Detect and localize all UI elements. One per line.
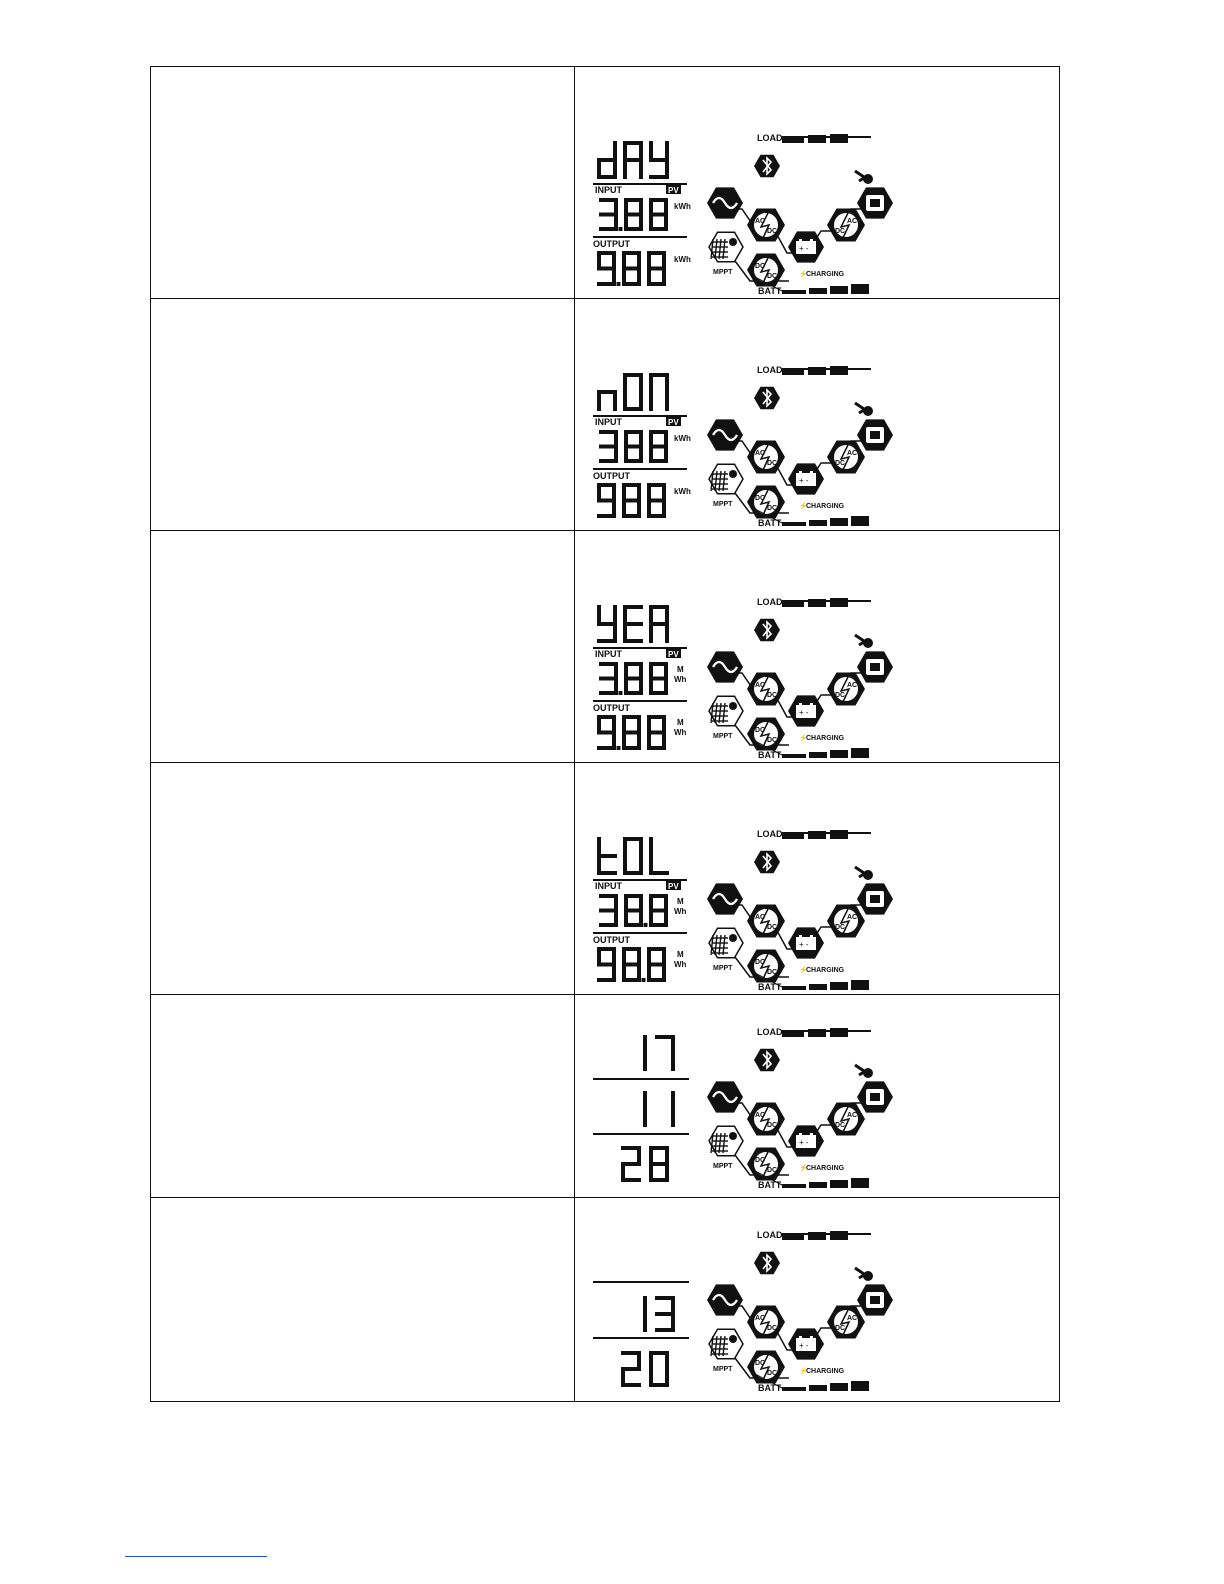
description-cell bbox=[151, 1198, 575, 1402]
charging-bolt-icon: ⚡ bbox=[799, 1165, 809, 1172]
battery-polarity: + - bbox=[799, 708, 810, 717]
dc-label: DC bbox=[835, 924, 846, 931]
dc-ac-inverter-icon bbox=[827, 441, 865, 474]
line3-readout bbox=[621, 1146, 669, 1182]
input-label: INPUT bbox=[595, 881, 623, 891]
power-flow-diagram bbox=[707, 829, 893, 992]
battery-polarity: + - bbox=[799, 940, 810, 949]
mppt-label: MPPT bbox=[713, 733, 733, 740]
lcd-cell bbox=[575, 1198, 1060, 1402]
ac-label: AC bbox=[755, 1315, 766, 1322]
ac-dc-converter-icon bbox=[747, 441, 785, 474]
batt-label: BATT bbox=[758, 1383, 782, 1393]
load-level-bar bbox=[782, 134, 848, 143]
dc-label: DC bbox=[755, 959, 766, 966]
readout-display bbox=[593, 1035, 689, 1182]
input-value-readout bbox=[599, 662, 668, 695]
fan-icon bbox=[855, 635, 873, 648]
load-outlet-icon bbox=[857, 1284, 893, 1315]
bluetooth-icon bbox=[754, 155, 780, 178]
mode-readout bbox=[597, 837, 669, 875]
dc-label: DC bbox=[835, 692, 846, 699]
load-label: LOAD bbox=[757, 829, 783, 839]
power-flow-diagram bbox=[707, 1027, 893, 1190]
description-cell bbox=[151, 995, 575, 1198]
lcd-cell bbox=[575, 995, 1060, 1198]
pv-label: PV bbox=[668, 418, 680, 427]
power-flow-diagram bbox=[707, 365, 893, 528]
input-value-readout bbox=[599, 430, 668, 463]
batt-label: BATT bbox=[758, 518, 782, 528]
lcd-cell bbox=[575, 67, 1060, 299]
bluetooth-icon bbox=[754, 387, 780, 410]
dc-label: DC bbox=[835, 228, 846, 235]
dc-label: DC bbox=[767, 228, 778, 235]
solar-panel-icon bbox=[709, 464, 743, 493]
dc-label: DC bbox=[835, 1122, 846, 1129]
charging-bolt-icon: ⚡ bbox=[799, 967, 809, 974]
load-outlet-icon bbox=[857, 651, 893, 682]
dc-ac-inverter-icon bbox=[827, 209, 865, 242]
power-flow-diagram bbox=[707, 133, 893, 296]
unit-label: Wh bbox=[674, 675, 687, 684]
ac-label: AC bbox=[755, 218, 766, 225]
dc-label: DC bbox=[755, 263, 766, 270]
ac-label: AC bbox=[755, 1112, 766, 1119]
battery-polarity: + - bbox=[799, 476, 810, 485]
description-cell bbox=[151, 763, 575, 995]
dc-label: DC bbox=[835, 1325, 846, 1332]
ac-label: AC bbox=[847, 218, 858, 225]
charging-label: CHARGING bbox=[806, 1368, 845, 1375]
load-label: LOAD bbox=[757, 365, 783, 375]
solar-panel-icon bbox=[709, 696, 743, 725]
input-label: INPUT bbox=[595, 417, 623, 427]
line2-readout bbox=[643, 1091, 675, 1127]
mode-readout bbox=[597, 141, 669, 179]
mppt-label: MPPT bbox=[713, 269, 733, 276]
pv-label: PV bbox=[668, 650, 680, 659]
ac-label: AC bbox=[847, 450, 858, 457]
unit-label: kWh bbox=[674, 487, 692, 496]
mode-readout bbox=[597, 373, 669, 411]
dc-label: DC bbox=[767, 924, 778, 931]
fan-icon bbox=[855, 171, 873, 184]
mppt-label: MPPT bbox=[713, 965, 733, 972]
ac-dc-converter-icon bbox=[747, 1103, 785, 1136]
unit-label: kWh bbox=[674, 434, 692, 443]
solar-panel-icon bbox=[709, 928, 743, 957]
charging-label: CHARGING bbox=[806, 735, 845, 742]
ac-label: AC bbox=[847, 1112, 858, 1119]
input-value-readout bbox=[599, 894, 668, 927]
grid-ac-icon bbox=[707, 419, 743, 450]
ac-label: AC bbox=[847, 682, 858, 689]
load-outlet-icon bbox=[857, 1081, 893, 1112]
lcd-panel bbox=[575, 1198, 1058, 1402]
load-level-bar bbox=[782, 366, 848, 375]
load-outlet-icon bbox=[857, 187, 893, 218]
load-level-bar bbox=[782, 598, 848, 607]
power-flow-diagram bbox=[707, 597, 893, 760]
grid-ac-icon bbox=[707, 1081, 743, 1112]
input-label: INPUT bbox=[595, 649, 623, 659]
solar-panel-icon bbox=[709, 1329, 743, 1358]
unit-label: Wh bbox=[674, 907, 687, 916]
charging-label: CHARGING bbox=[806, 1165, 845, 1172]
line3-readout bbox=[621, 1351, 669, 1387]
fan-icon bbox=[855, 867, 873, 880]
dc-label: DC bbox=[767, 1167, 778, 1174]
ac-dc-converter-icon bbox=[747, 673, 785, 706]
charging-label: CHARGING bbox=[806, 271, 845, 278]
lcd-panel bbox=[575, 299, 1058, 531]
load-level-bar bbox=[782, 830, 848, 839]
unit-prefix-label: M bbox=[677, 665, 685, 674]
charging-label: CHARGING bbox=[806, 967, 845, 974]
ac-label: AC bbox=[755, 450, 766, 457]
batt-label: BATT bbox=[758, 982, 782, 992]
load-label: LOAD bbox=[757, 1230, 783, 1240]
dc-label: DC bbox=[767, 1325, 778, 1332]
unit-label: Wh bbox=[674, 960, 687, 969]
dc-label: DC bbox=[755, 727, 766, 734]
batt-label: BATT bbox=[758, 750, 782, 760]
mppt-label: MPPT bbox=[713, 1163, 733, 1170]
charging-label: CHARGING bbox=[806, 503, 845, 510]
table-row bbox=[151, 763, 1060, 995]
batt-label: BATT bbox=[758, 1180, 782, 1190]
table-row bbox=[151, 995, 1060, 1198]
batt-label: BATT bbox=[758, 286, 782, 296]
unit-label: kWh bbox=[674, 255, 692, 264]
mppt-label: MPPT bbox=[713, 1366, 733, 1373]
line1-readout bbox=[643, 1035, 675, 1071]
lcd-panel bbox=[575, 531, 1058, 763]
ac-dc-converter-icon bbox=[747, 1306, 785, 1339]
footer-link-underline[interactable] bbox=[125, 1556, 267, 1557]
unit-prefix-label: M bbox=[677, 718, 685, 727]
dc-label: DC bbox=[767, 1122, 778, 1129]
table-row bbox=[151, 531, 1060, 763]
readout-display bbox=[593, 1282, 689, 1387]
load-level-bar bbox=[782, 1028, 848, 1037]
batt-level-bar bbox=[782, 748, 869, 758]
dc-label: DC bbox=[767, 460, 778, 467]
load-label: LOAD bbox=[757, 597, 783, 607]
dc-ac-inverter-icon bbox=[827, 673, 865, 706]
readout-display bbox=[593, 373, 691, 518]
table-row bbox=[151, 299, 1060, 531]
load-outlet-icon bbox=[857, 419, 893, 450]
ac-label: AC bbox=[847, 1315, 858, 1322]
lcd-cell bbox=[575, 763, 1060, 995]
dc-label: DC bbox=[767, 273, 778, 280]
charging-bolt-icon: ⚡ bbox=[799, 271, 809, 278]
load-label: LOAD bbox=[757, 133, 783, 143]
batt-level-bar bbox=[782, 980, 869, 990]
description-cell bbox=[151, 531, 575, 763]
readout-display bbox=[593, 605, 687, 750]
charging-bolt-icon: ⚡ bbox=[799, 503, 809, 510]
output-label: OUTPUT bbox=[593, 703, 631, 713]
ac-dc-converter-icon bbox=[747, 209, 785, 242]
dc-label: DC bbox=[755, 1360, 766, 1367]
fan-icon bbox=[855, 1065, 873, 1078]
output-value-readout bbox=[597, 251, 666, 286]
lcd-panel bbox=[575, 67, 1058, 299]
unit-prefix-label: M bbox=[677, 950, 685, 959]
ac-dc-converter-icon bbox=[747, 905, 785, 938]
dc-label: DC bbox=[767, 737, 778, 744]
ac-label: AC bbox=[755, 914, 766, 921]
ac-label: AC bbox=[847, 914, 858, 921]
battery-polarity: + - bbox=[799, 1138, 810, 1147]
table-row bbox=[151, 67, 1060, 299]
output-value-readout bbox=[597, 715, 666, 750]
bluetooth-icon bbox=[754, 1049, 780, 1072]
batt-level-bar bbox=[782, 1178, 869, 1188]
ac-label: AC bbox=[755, 682, 766, 689]
dc-label: DC bbox=[767, 505, 778, 512]
battery-polarity: + - bbox=[799, 244, 810, 253]
readout-display bbox=[593, 837, 687, 982]
grid-ac-icon bbox=[707, 1284, 743, 1315]
lcd-panel bbox=[575, 763, 1058, 995]
batt-level-bar bbox=[782, 284, 869, 294]
grid-ac-icon bbox=[707, 651, 743, 682]
dc-label: DC bbox=[755, 495, 766, 502]
output-value-readout bbox=[597, 483, 666, 518]
display-table bbox=[150, 66, 1060, 1402]
power-flow-diagram bbox=[707, 1230, 893, 1393]
dc-label: DC bbox=[755, 1157, 766, 1164]
dc-ac-inverter-icon bbox=[827, 1306, 865, 1339]
batt-level-bar bbox=[782, 516, 869, 526]
output-label: OUTPUT bbox=[593, 239, 631, 249]
description-cell bbox=[151, 299, 575, 531]
bluetooth-icon bbox=[754, 619, 780, 642]
output-value-readout bbox=[597, 947, 666, 982]
unit-label: kWh bbox=[674, 202, 692, 211]
dc-ac-inverter-icon bbox=[827, 905, 865, 938]
pv-label: PV bbox=[668, 186, 680, 195]
solar-panel-icon bbox=[709, 232, 743, 261]
description-cell bbox=[151, 67, 575, 299]
solar-panel-icon bbox=[709, 1126, 743, 1155]
mppt-label: MPPT bbox=[713, 501, 733, 508]
dc-label: DC bbox=[767, 692, 778, 699]
output-label: OUTPUT bbox=[593, 471, 631, 481]
bluetooth-icon bbox=[754, 851, 780, 874]
table-row bbox=[151, 1198, 1060, 1402]
lcd-cell bbox=[575, 531, 1060, 763]
output-label: OUTPUT bbox=[593, 935, 631, 945]
grid-ac-icon bbox=[707, 883, 743, 914]
battery-polarity: + - bbox=[799, 1341, 810, 1350]
dc-label: DC bbox=[835, 460, 846, 467]
input-label: INPUT bbox=[595, 185, 623, 195]
unit-prefix-label: M bbox=[677, 897, 685, 906]
load-label: LOAD bbox=[757, 1027, 783, 1037]
pv-label: PV bbox=[668, 882, 680, 891]
line2-readout bbox=[643, 1296, 675, 1332]
dc-ac-inverter-icon bbox=[827, 1103, 865, 1136]
load-outlet-icon bbox=[857, 883, 893, 914]
readout-display bbox=[593, 141, 691, 286]
unit-label: Wh bbox=[674, 728, 687, 737]
grid-ac-icon bbox=[707, 187, 743, 218]
fan-icon bbox=[855, 403, 873, 416]
batt-level-bar bbox=[782, 1381, 869, 1391]
lcd-cell bbox=[575, 299, 1060, 531]
load-level-bar bbox=[782, 1231, 848, 1240]
fan-icon bbox=[855, 1268, 873, 1281]
charging-bolt-icon: ⚡ bbox=[799, 735, 809, 742]
input-value-readout bbox=[599, 198, 668, 231]
lcd-panel bbox=[575, 995, 1058, 1198]
charging-bolt-icon: ⚡ bbox=[799, 1368, 809, 1375]
bluetooth-icon bbox=[754, 1252, 780, 1275]
mode-readout bbox=[597, 605, 669, 643]
dc-label: DC bbox=[767, 1370, 778, 1377]
dc-label: DC bbox=[767, 969, 778, 976]
